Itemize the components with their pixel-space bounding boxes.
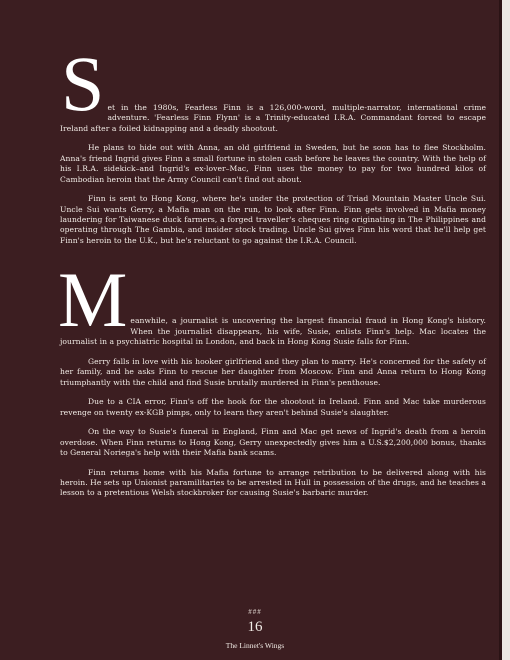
paragraph-4 bbox=[58, 256, 486, 356]
paragraph-7: On the way to Susie's funeral in England, Finn and Mac get news of Ingrid's death from a heroin overdose. When Finn returns to Hong Kong, Gerry unexpectedly gives him a U.S.$2,200,000 bonus, thanks to General Noriega's help with their Mafia bank scams. bbox=[60, 427, 486, 458]
magazine-title: The Linnet's Wings bbox=[225, 641, 285, 650]
section-ornament: ### bbox=[248, 608, 262, 616]
paragraph-1 bbox=[60, 40, 486, 143]
drop-cap-m: M bbox=[58, 256, 128, 344]
paragraph-2: He plans to hide out with Anna, an old girlfriend in Sweden, but he soon has to flee Stockholm. Anna's friend Ingrid gives Finn a small fortune in stolen cash before he leaves the country. With the help of his I.R.A. sidekick–and Ingrid's ex-lover–Mac, Finn uses the money to pay for two hundred kilos of Cambodian heroin that the Army Council can't find out about. bbox=[60, 143, 486, 184]
paragraph-8: Finn returns home with his Mafia fortune to arrange retribution to be delivered along with his heroin. He sets up Unionist paramilitaries to be arrested in Hull in possession of the drugs, and he teaches a lesson to a pretentious Welsh stockbroker for causing Susie's barbaric murder. bbox=[60, 467, 486, 498]
paragraph-1-text: et in the 1980s, Fearless Finn is a 126,000-word, multiple-narrator, international crime adventure. 'Fearless Finn Flynn' is a Trinity-educated I.R.A. Commandant forced to escape Ireland after a foiled kidnapping and a deadly shootout. bbox=[60, 103, 486, 133]
drop-cap-s: S bbox=[61, 40, 105, 127]
paragraph-3: Finn is sent to Hong Kong, where he's under the protection of Triad Mountain Master Uncle Sui. Uncle Sui wants Gerry, a Mafia man on the run, to look after Finn. Finn gets involved in Mafia money laundering for Taiwanese duck farmers, a forged traveller's cheques ring originating in The Philippines and operating through The Gambia, and insider stock trading. Uncle Sui gives Finn his word that he'll help get Finn's heroin to the U.K., but he's reluctant to go against the I.R.A. Council. bbox=[60, 194, 486, 245]
paragraph-4-text: eanwhile, a journalist is uncovering the largest financial fraud in Hong Kong's history. When the journalist disappears, his wife, Susie, enlists Finn's help. Mac locates the journalist in a psychiatric hospital in London, and back in Hong Kong Susie falls for Finn. bbox=[60, 316, 486, 347]
page-number: 16 bbox=[247, 619, 263, 635]
page-edge bbox=[502, 0, 510, 660]
article-body bbox=[58, 40, 486, 508]
paragraph-5: Gerry falls in love with his hooker girlfriend and they plan to marry. He's concerned for the safety of her family, and he asks Finn to rescue her daughter from Moscow. Finn and Anna return to Hong Kong triumphantly with the child and find Susie brutally murdered in Finn's penthouse. bbox=[60, 356, 486, 387]
paragraph-6: Due to a CIA error, Finn's off the hook for the shootout in Ireland. Finn and Mac take murderous revenge on twenty ex-KGB pimps, only to learn they aren't behind Susie's slaughter. bbox=[60, 397, 486, 417]
